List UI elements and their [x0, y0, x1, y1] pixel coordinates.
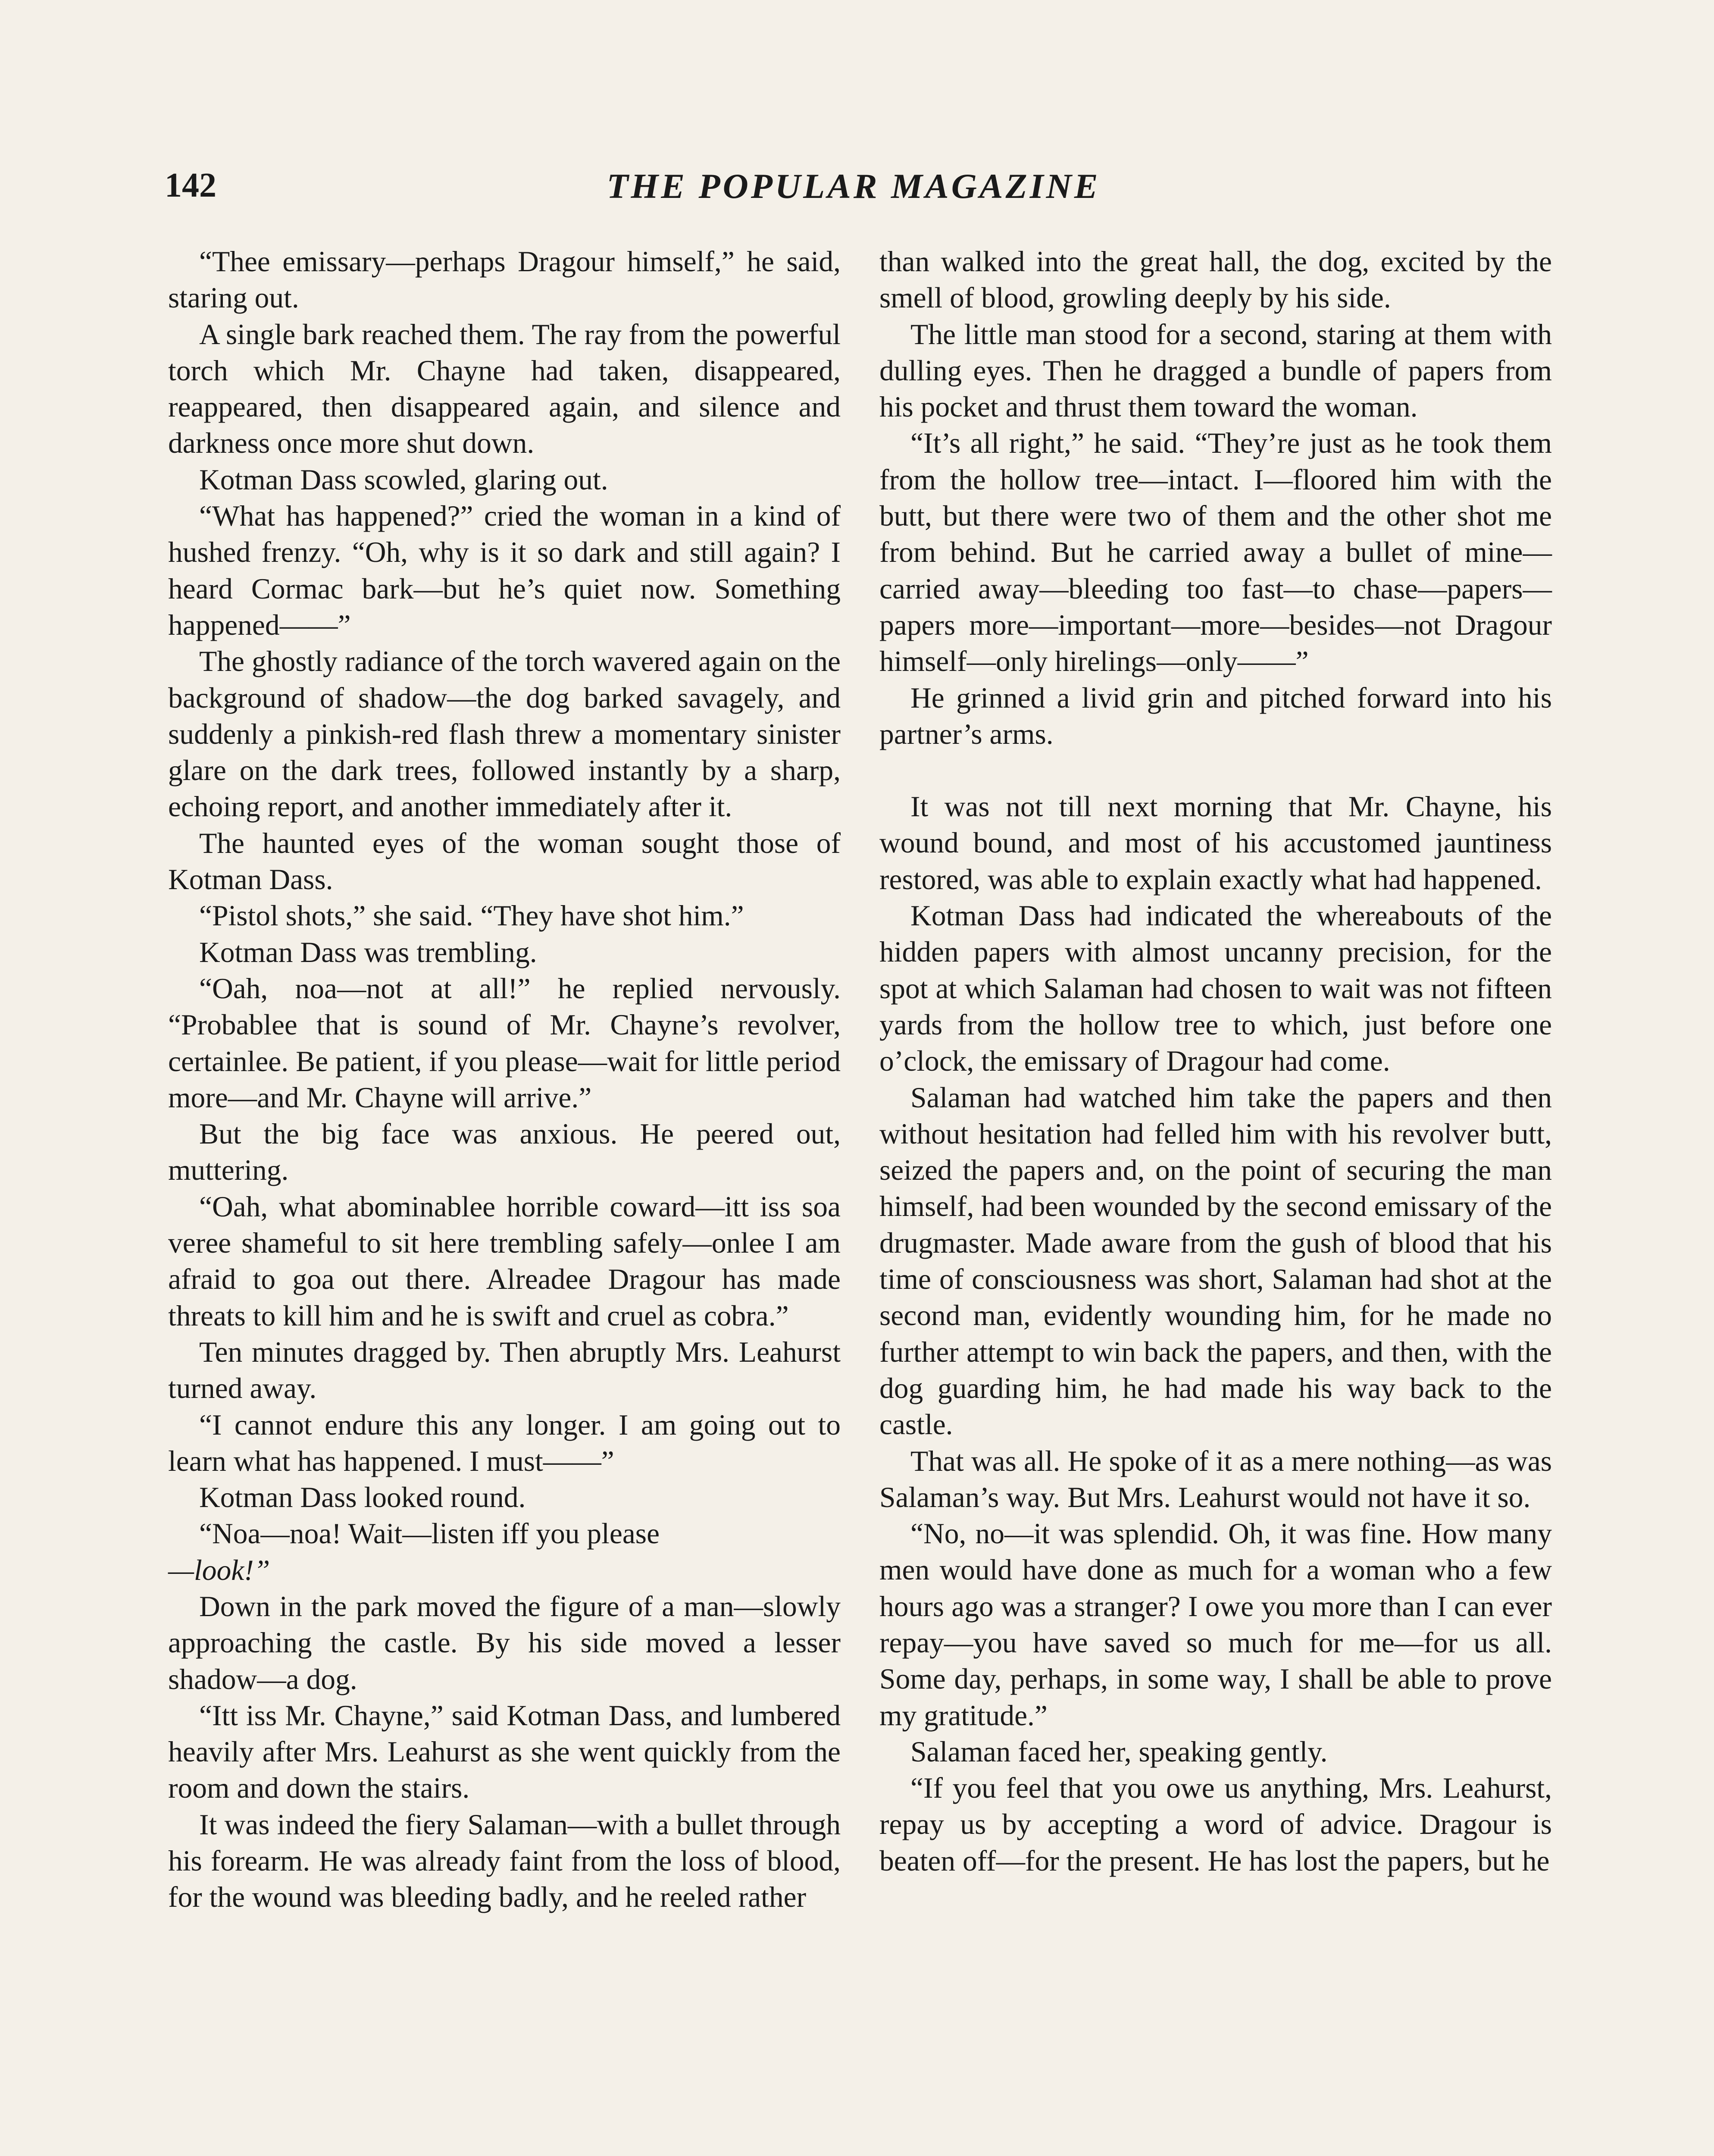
paragraph: “It’s all right,” he said. “They’re just as he took them from the hollow tree—intact. I—floored him with the butt, but there were two of them and the other shot me from behind. But he carried away a bullet of mine—carried away—bleeding too fast—to chase—papers—papers more—important—more—besides—not Dragour himself—only hirelings—only——”	[879, 427, 1552, 678]
paragraph: It was not till next morning that Mr. Chayne, his wound bound, and most of his accustomed jauntiness restored, was able to explain exactly what had happened.	[879, 790, 1552, 896]
paragraph: “Itt iss Mr. Chayne,” said Kotman Dass, and lumbered heavily after Mrs. Leahurst as she went quickly from the room and down the stairs.	[168, 1699, 841, 1805]
paragraph: The little man stood for a second, staring at them with dulling eyes. Then he dragged a bundle of papers from his pocket and thrust them toward the woman.	[879, 318, 1552, 423]
running-head: THE POPULAR MAGAZINE	[607, 166, 1101, 206]
paragraph: Kotman Dass scowled, glaring out.	[199, 463, 608, 496]
paragraph: Salaman faced her, speaking gently.	[910, 1735, 1328, 1768]
paragraph: Kotman Dass looked round.	[199, 1481, 526, 1514]
paragraph: “Oah, noa—not at all!” he replied nervously. “Probablee that is sound of Mr. Chayne’s revolver, certainlee. Be patient, if you please—wait for little period more—and Mr. Chayne will arrive.”	[168, 972, 841, 1114]
paragraph: Kotman Dass had indicated the whereabouts of the hidden papers with almost uncanny precision, for the spot at which Salaman had chosen to wait was not fifteen yards from the hollow tree to which, just before one o’clock, the emissary of Dragour had come.	[879, 899, 1552, 1078]
paragraph: “No, no—it was splendid. Oh, it was fine. How many men would have done as much for a woman who a few hours ago was a stranger? I owe you more than I can ever repay—you have saved so much for me—for us all. Some day, perhaps, in some way, I shall be able to prove my gratitude.”	[879, 1517, 1552, 1732]
paragraph: A single bark reached them. The ray from the powerful torch which Mr. Chayne had taken, disappeared, reappeared, then disappeared again, and silence and darkness once more shut down.	[168, 318, 841, 460]
paragraph: That was all. He spoke of it as a mere nothing—as was Salaman’s way. But Mrs. Leahurst would not have it so.	[879, 1445, 1552, 1514]
paragraph: It was indeed the fiery Salaman—with a bullet through his forearm. He was already faint from the loss of blood, for the wound was bleeding badly, and he reeled rather	[168, 1808, 841, 1914]
paragraph: Kotman Dass was trembling.	[199, 936, 537, 968]
paragraph: “If you feel that you owe us anything, Mrs. Leahurst, repay us by accepting a word of advice. Dragour is beaten off—for the present. He has lost the papers, but he	[879, 1772, 1552, 1877]
paragraph: than walked into the great hall, the dog, excited by the smell of blood, growling deeply by his side.	[879, 245, 1552, 314]
paragraph: He grinned a livid grin and pitched forward into his partner’s arms.	[879, 681, 1552, 750]
paragraph: “Pistol shots,” she said. “They have shot him.”	[199, 899, 744, 932]
italic-text: —look!”	[168, 1554, 270, 1586]
paragraph: The ghostly radiance of the torch wavered again on the background of shadow—the dog barked savagely, and suddenly a pinkish-red flash threw a momentary sinister glare on the dark trees, followed instantly by a sharp, echoing report, and another immediately after it.	[168, 645, 841, 823]
paragraph: Down in the park moved the figure of a man—slowly approaching the castle. By his side moved a lesser shadow—a dog.	[168, 1590, 841, 1695]
right-column	[879, 244, 1552, 1879]
paragraph: “What has happened?” cried the woman in a kind of hushed frenzy. “Oh, why is it so dark and still again? I heard Cormac bark—but he’s quiet now. Something happened——”	[168, 500, 841, 641]
paragraph: But the big face was anxious. He peered out, muttering.	[168, 1118, 841, 1187]
paragraph: “Thee emissary—perhaps Dragour himself,” he said, staring out.	[168, 245, 841, 314]
paragraph: Ten minutes dragged by. Then abruptly Mrs. Leahurst turned away.	[168, 1335, 841, 1405]
left-column	[168, 244, 841, 1916]
paragraph: Salaman had watched him take the papers and then without hesitation had felled him with his revolver butt, seized the papers and, on the point of securing the man himself, had been wounded by the second emissary of the drugmaster. Made aware from the gush of blood that his time of consciousness was short, Salaman had shot at the second man, evidently wounding him, for he made no further attempt to win back the papers, and then, with the dog guarding him, he had made his way back to the castle.	[879, 1081, 1552, 1441]
paragraph: The haunted eyes of the woman sought those of Kotman Dass.	[168, 827, 841, 896]
italic-line	[168, 1552, 841, 1589]
paragraph: “Oah, what abominablee horrible coward—itt iss soa veree shameful to sit here trembling safely—onlee I am afraid to goa out there. Alreadee Dragour has made threats to kill him and he is swift and cruel as cobra.”	[168, 1190, 841, 1332]
page-number: 142	[165, 166, 216, 204]
paragraph: “I cannot endure this any longer. I am going out to learn what has happened. I must——”	[168, 1408, 841, 1477]
paragraph: “Noa—noa! Wait—listen iff you please	[199, 1517, 660, 1550]
